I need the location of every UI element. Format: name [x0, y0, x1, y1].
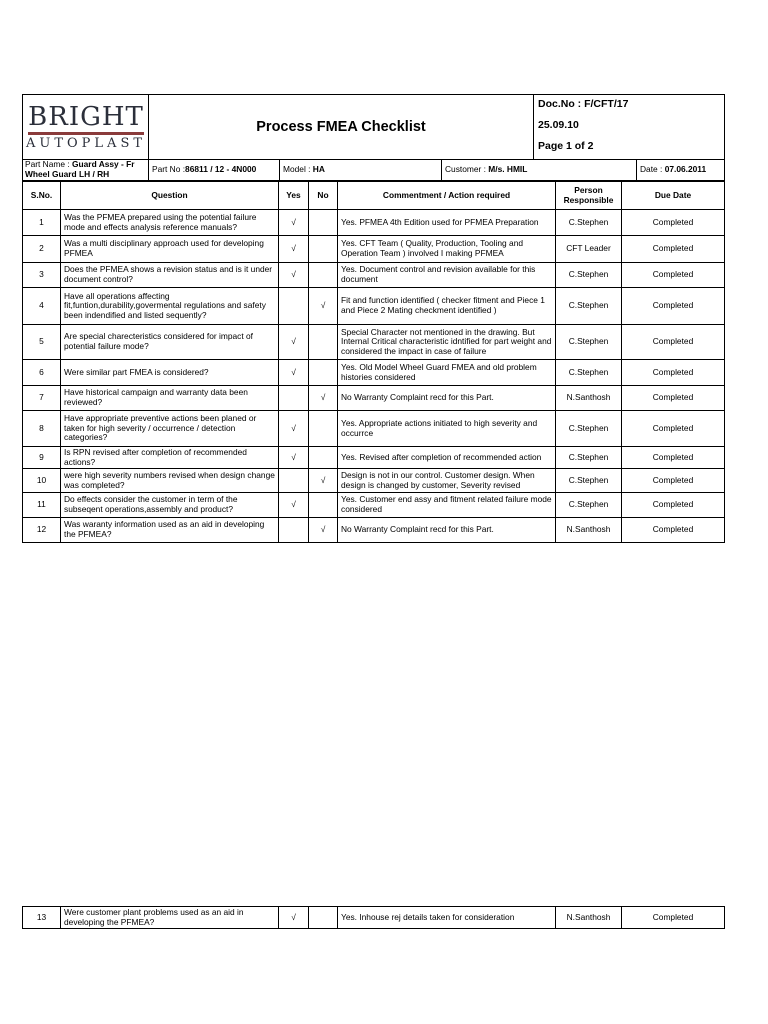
table-header-row: [23, 182, 725, 210]
document-title: Process FMEA Checklist: [149, 95, 534, 160]
logo-divider: [28, 132, 144, 135]
checklist-sheet: [22, 94, 724, 543]
doc-number: Doc.No : F/CFT/17: [538, 98, 629, 110]
col-header-question: Question: [61, 182, 279, 210]
row-no-mark: [309, 236, 338, 263]
model-label: Model :: [283, 164, 311, 175]
row-sno: 6: [23, 360, 61, 386]
row-due-date: Completed: [622, 907, 725, 929]
table-row: [23, 210, 725, 236]
row-due-date: Completed: [622, 518, 725, 543]
row-yes-mark: √: [279, 360, 309, 386]
row-yes-mark: √: [279, 210, 309, 236]
row-question: Does the PFMEA shows a revision status and is it under document control?: [61, 263, 279, 288]
header-table: [22, 94, 725, 181]
table-row: [23, 236, 725, 263]
row-question: Were similar part FMEA is considered?: [61, 360, 279, 386]
customer-cell: [442, 160, 637, 181]
table-row: [23, 447, 725, 469]
row-question: were high severity numbers revised when design change was completed?: [61, 469, 279, 493]
doc-info-block: [534, 95, 725, 160]
row-sno: 2: [23, 236, 61, 263]
row-person: C.Stephen: [556, 411, 622, 447]
row-sno: 9: [23, 447, 61, 469]
company-logo: [23, 95, 149, 160]
row-sno: 1: [23, 210, 61, 236]
table-row: [23, 411, 725, 447]
row-question: Do effects consider the customer in term of the subseqent operations,assembly and product?: [61, 493, 279, 518]
row-question: Have all operations affecting fit,funtion,durability,govermental regulations and safety been indendified and listed sequently?: [61, 288, 279, 325]
row-due-date: Completed: [622, 493, 725, 518]
model-cell: [280, 160, 442, 181]
row-comment: No Warranty Complaint recd for this Part.: [338, 386, 556, 411]
row-question: Have appropriate preventive actions been planed or taken for high severity / occurrence / detection categories?: [61, 411, 279, 447]
col-header-yes: Yes: [279, 182, 309, 210]
row-no-mark: [309, 210, 338, 236]
row-person: C.Stephen: [556, 288, 622, 325]
doc-revision-date: 25.09.10: [538, 119, 579, 131]
row-question: Was a multi disciplinary approach used for developing PFMEA: [61, 236, 279, 263]
part-name-cell: [23, 160, 149, 181]
row-yes-mark: [279, 469, 309, 493]
row-comment: Yes. Document control and revision available for this document: [338, 263, 556, 288]
row-yes-mark: [279, 518, 309, 543]
model-value: HA: [312, 164, 325, 175]
col-header-due: Due Date: [622, 182, 725, 210]
part-no-label: Part No :: [152, 164, 186, 175]
row-yes-mark: √: [279, 263, 309, 288]
row-person: N.Santhosh: [556, 386, 622, 411]
row-no-mark: [309, 411, 338, 447]
row-question: Were customer plant problems used as an aid in developing the PFMEA?: [61, 907, 279, 929]
date-value: 07.06.2011: [664, 164, 707, 175]
row-comment: Yes. CFT Team ( Quality, Production, Tooling and Operation Team ) involved I making PFMEA: [338, 236, 556, 263]
page-number: Page 1 of 2: [538, 140, 594, 152]
row-no-mark: [309, 325, 338, 360]
row-sno: 13: [23, 907, 61, 929]
logo-wordmark-top: BRIGHT: [28, 102, 144, 132]
row-person: C.Stephen: [556, 469, 622, 493]
table-row: [23, 325, 725, 360]
row-comment: Yes. Appropriate actions initiated to high severity and occurrce: [338, 411, 556, 447]
row-no-mark: [309, 907, 338, 929]
checklist-table: [22, 181, 725, 543]
table-row: [23, 907, 725, 929]
row-sno: 4: [23, 288, 61, 325]
col-header-sno: S.No.: [23, 182, 61, 210]
row-sno: 3: [23, 263, 61, 288]
row-due-date: Completed: [622, 325, 725, 360]
table-row: [23, 360, 725, 386]
row-question: Was the PFMEA prepared using the potential failure mode and effects analysis reference manuals?: [61, 210, 279, 236]
logo-wordmark-bottom: AUTOPLAST: [26, 136, 147, 151]
part-info-row: [23, 160, 725, 181]
row-no-mark: [309, 263, 338, 288]
row-person: C.Stephen: [556, 325, 622, 360]
col-header-person: Person Responsible: [556, 182, 622, 210]
row-no-mark: √: [309, 469, 338, 493]
row-question: Are special charecteristics considered for impact of potential failure mode?: [61, 325, 279, 360]
row-comment: Yes. Old Model Wheel Guard FMEA and old problem histories considered: [338, 360, 556, 386]
row-due-date: Completed: [622, 386, 725, 411]
table-row: [23, 263, 725, 288]
row-no-mark: √: [309, 518, 338, 543]
row-due-date: Completed: [622, 411, 725, 447]
row-comment: Yes. PFMEA 4th Edition used for PFMEA Preparation: [338, 210, 556, 236]
row-due-date: Completed: [622, 288, 725, 325]
row-yes-mark: [279, 288, 309, 325]
row-due-date: Completed: [622, 210, 725, 236]
table-row: [23, 386, 725, 411]
row-person: C.Stephen: [556, 210, 622, 236]
row-yes-mark: √: [279, 447, 309, 469]
row-question: Is RPN revised after completion of recommended actions?: [61, 447, 279, 469]
row-sno: 5: [23, 325, 61, 360]
table-row: [23, 469, 725, 493]
row-sno: 7: [23, 386, 61, 411]
row-comment: Fit and function identified ( checker fitment and Piece 1 and Piece 2 Mating checkment identified ): [338, 288, 556, 325]
part-name-label: Part Name :: [25, 159, 70, 170]
row-yes-mark: √: [279, 411, 309, 447]
row-sno: 11: [23, 493, 61, 518]
row-comment: Yes. Revised after completion of recommended action: [338, 447, 556, 469]
part-no-cell: [149, 160, 280, 181]
row-comment: Design is not in our control. Customer design. When design is changed by customer, Severity revised: [338, 469, 556, 493]
row-sno: 10: [23, 469, 61, 493]
customer-value: M/s. HMIL: [488, 164, 528, 175]
row-due-date: Completed: [622, 236, 725, 263]
row-question: Have historical campaign and warranty data been reviewed?: [61, 386, 279, 411]
part-no-value: 86811 / 12 - 4N000: [185, 164, 257, 175]
row-person: C.Stephen: [556, 360, 622, 386]
row-no-mark: [309, 493, 338, 518]
row-yes-mark: √: [279, 236, 309, 263]
checklist-sheet-page2: [22, 906, 724, 929]
row-due-date: Completed: [622, 447, 725, 469]
checklist-table-page2: [22, 906, 725, 929]
row-question: Was waranty information used as an aid in developing the PFMEA?: [61, 518, 279, 543]
row-yes-mark: √: [279, 493, 309, 518]
part-name-value: Guard Assy - Fr Wheel Guard LH / RH: [25, 159, 135, 179]
row-due-date: Completed: [622, 469, 725, 493]
date-cell: [637, 160, 725, 181]
row-person: C.Stephen: [556, 263, 622, 288]
row-person: N.Santhosh: [556, 907, 622, 929]
row-yes-mark: √: [279, 907, 309, 929]
customer-label: Customer :: [445, 164, 486, 175]
row-no-mark: √: [309, 386, 338, 411]
row-person: C.Stephen: [556, 447, 622, 469]
row-no-mark: [309, 447, 338, 469]
table-row: [23, 288, 725, 325]
col-header-no: No: [309, 182, 338, 210]
row-yes-mark: √: [279, 325, 309, 360]
table-row: [23, 518, 725, 543]
row-comment: Yes. Customer end assy and fitment related failure mode considered: [338, 493, 556, 518]
row-no-mark: [309, 360, 338, 386]
row-no-mark: √: [309, 288, 338, 325]
row-yes-mark: [279, 386, 309, 411]
table-row: [23, 493, 725, 518]
row-comment: Special Character not mentioned in the drawing. But Internal Critical characteristic idntified for part weight and considered the impact in case of failure: [338, 325, 556, 360]
row-sno: 8: [23, 411, 61, 447]
col-header-comment: Commentment / Action required: [338, 182, 556, 210]
row-comment: No Warranty Complaint recd for this Part.: [338, 518, 556, 543]
row-person: C.Stephen: [556, 493, 622, 518]
row-sno: 12: [23, 518, 61, 543]
date-label: Date :: [640, 164, 663, 175]
row-person: N.Santhosh: [556, 518, 622, 543]
row-due-date: Completed: [622, 360, 725, 386]
row-person: CFT Leader: [556, 236, 622, 263]
row-due-date: Completed: [622, 263, 725, 288]
row-comment: Yes. Inhouse rej details taken for consideration: [338, 907, 556, 929]
